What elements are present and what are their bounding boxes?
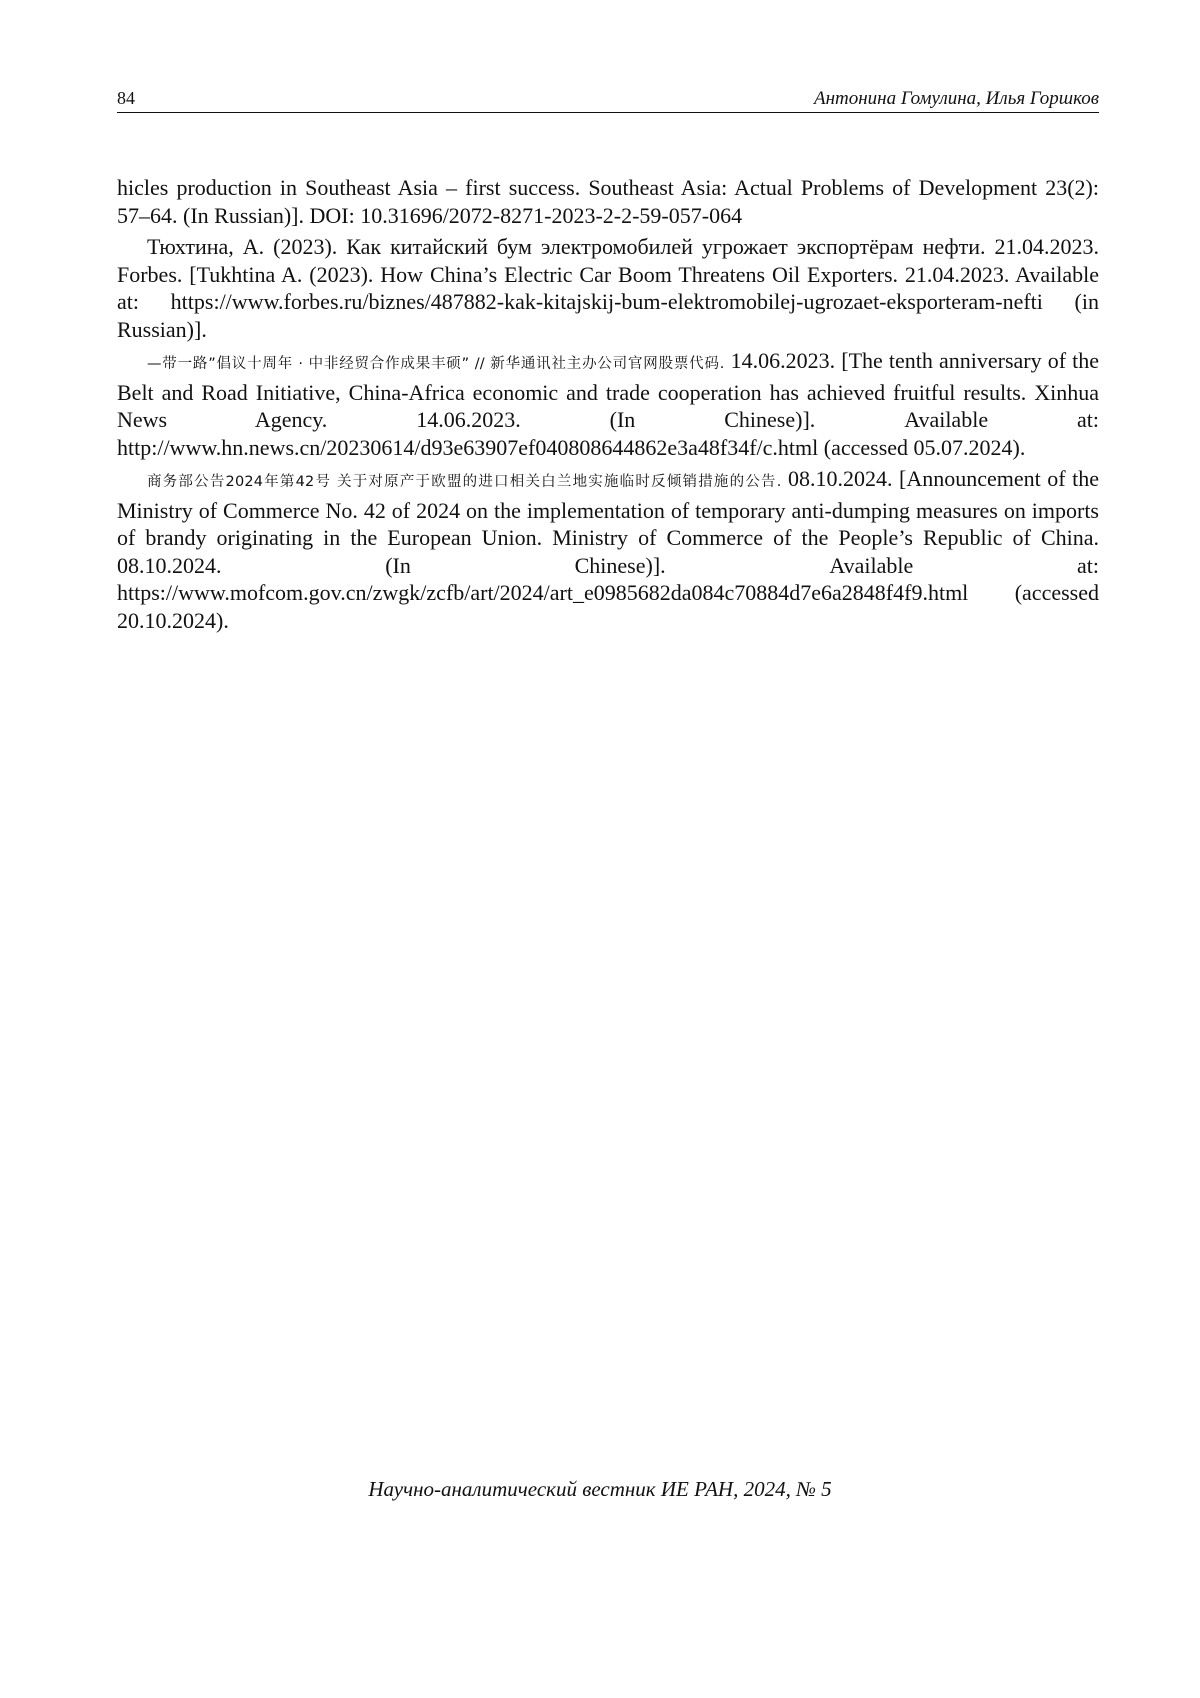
reference-text: 14.06.2023. [The tenth anniversary of the Belt and Road Initiative, China-Africa economic and trade cooperation has achieved fruitful results. Xinhua News Agency. 14.06.2023. (In Chinese)]. Available at: http://www.hn.news.cn/20230614/d93e63907ef040808644862e3a48f34f/c.html (accessed 05.07.2024). [117, 348, 1100, 460]
reference-text: 08.10.2024. [Announcement of the Ministry of Commerce No. 42 of 2024 on the implementation of temporary anti-dumping measures on imports of brandy originating in the European Union. Ministry of Commerce of the People’s Republic of China. 08.10.2024. (In Chinese)]. Available at: https://www.mofcom.gov.cn/zwgk/zcfb/art/2024/art_e0985682da084c70884d7e6a2848f4f9.html (accessed 20.10.2024). [117, 466, 1100, 633]
reference-cjk-title: 商务部公告2024年第42号 关于对原产于欧盟的进口相关白兰地实施临时反倾销措施的公告. [147, 474, 782, 490]
reference-item [117, 174, 1099, 229]
reference-cjk-title: —带一路”倡议十周年 · 中非经贸合作成果丰硕” // 新华通讯社主办公司官网股票代码. [147, 356, 725, 372]
page-number: 84 [117, 88, 135, 108]
journal-footer: Научно-аналитический вестник ИЕ РАН, 2024, № 5 [368, 1477, 832, 1501]
reference-item [117, 347, 1099, 461]
reference-text: Тюхтина, А. (2023). Как китайский бум электромобилей угрожает экспортёрам нефти. 21.04.2023. Forbes. [Tukhtina A. (2023). How China’s Electric Car Boom Threatens Oil Exporters. 21.04.2023. Available at: https://www.forbes.ru/biznes/487882-kak-kitajskij-bum-elektromobilej-ugrozaet-eksporteram-nefti (in Russian)]. [117, 234, 1099, 342]
running-title: Антонина Гомулина, Илья Горшков [813, 88, 1099, 109]
reference-text: hicles production in Southeast Asia – first success. Southeast Asia: Actual Problems of Development 23(2): 57–64. (In Russian)]. DOI: 10.31696/2072-8271-2023-2-2-59-057-064 [117, 175, 1099, 228]
page-header [117, 86, 1099, 113]
reference-item [117, 233, 1099, 343]
reference-item [117, 465, 1099, 634]
reference-list [117, 174, 1099, 638]
